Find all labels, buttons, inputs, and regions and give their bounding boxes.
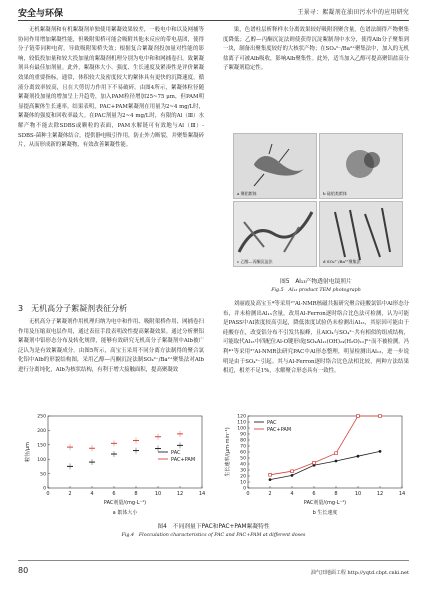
y-tick-label: 50: [240, 456, 246, 462]
body-paragraph: 无机高分子絮凝剂作用机理归纳为电中和作用、吸附架桥作用、网捕卷扫作用及压缩双电层作用，通过表征手段表明改性提高絮凝效果。通过分析聚铝絮凝剂中铝形态分布及转化规律，能够有效研究无机高分子絮凝剂中Alb被广泛认为是有效絮凝成分。由图5所示，高宝玉采用不同分离方法制得的聚合氯化铝中Alb的形貌结构图，采用乙醇—丙酮沉淀法制SO₄²⁻/Ba²⁺聚集法对Alb进行分离纯化，Alb为核状结构，有利于增大接触面积，提高聚凝效: [18, 319, 204, 373]
figure4-caption-en: Fig.4 Flocculation characteristics of PAC and PAC+PAM at different doses: [121, 533, 306, 538]
data-point: [291, 470, 294, 473]
y-tick-label: 0: [43, 486, 46, 492]
journal-info: 油气田地面工程 http://yqtd.cbpt.cnki.net: [310, 570, 409, 576]
tem-texture: [320, 134, 402, 198]
y-tick-label: 0: [243, 486, 246, 492]
y-tick-label: 30: [240, 468, 246, 474]
section3-body: [18, 318, 204, 376]
x-tick-label: 4: [290, 491, 294, 497]
body-paragraph: 果，色谱柱层析释样水分离效果较好吸附剂聚含量，色谱法制得产物聚集度降低；乙醇—丙酮沉淀法则使获得沉淀絮制剂中水分，使得Alb分子聚集到一块，制备出聚集度较好的大核状产物；在SO₄²⁻/Ba²⁺聚集法中，加入的无机盐离子可被Alb吸收，影响Alb聚集性。此外，适当加入乙醇可提高聚铝盐高分子絮凝剂稳定性。: [223, 27, 409, 72]
y-tick-label: 100: [237, 426, 246, 432]
y-tick-label: 110: [237, 420, 246, 426]
x-tick-label: 2: [68, 491, 72, 497]
section-heading: 3 无机高分子絮凝剂表征分析: [18, 304, 128, 313]
photo-caption: d SO₄²⁻/Ba²⁺聚集法: [323, 259, 361, 264]
legend-label: PAC+PAM: [171, 456, 196, 463]
legend-label: PAC: [267, 419, 277, 426]
y-tick-label: 50: [40, 472, 46, 478]
tem-texture: [234, 202, 316, 266]
y-axis-label: 粒径/μm: [25, 442, 31, 462]
figure5-caption-en: Fig.5 Al₁₃ product TEM photograph: [271, 288, 361, 293]
chart-a-svg: [22, 410, 210, 518]
data-point: [357, 415, 360, 418]
data-point: [379, 415, 382, 418]
y-axis-label: 生长速率/(μm·min⁻¹): [225, 427, 231, 477]
photo-caption: a 聚铝絮体: [237, 191, 257, 196]
footer-divider: [18, 560, 409, 561]
photo-caption: c 乙醇—丙酮沉淀法: [237, 259, 273, 264]
body-paragraph: 刘丽霞及高宝玉*等采用²⁷Al-NMR核磁共振研究聚合硅酸氯铝中Al形态分布，并未检测出Al₁₃含量，改用Al-Ferron逐时络合比色法可检测，认为可能是PASS中Al浓度较高引起，降低浓度试验仍未检测出Al₁₃，其原因可能由于硅酸存在，改变铝分布不引发共振峰，且AlO₄与SO₄²⁻共有相似的组成结构，可能取代Al₁₃中四配位Al-O键形成[SO₄Al₁₂(OH)₂₄(H₂O)₁₂]⁶⁺而不被检测。冯利*¹等采用²⁷Al-NMR法研究PAC中Al形态整理，明显检测出Al₁₃，进一步说明是由于SO₄²⁻引起。其与Al-Ferron逐时络合比色法相比较，两种方法结果相近，相差不足1%，水解聚合形态具有一致性。: [223, 301, 409, 375]
data-point: [335, 452, 338, 455]
x-tick-label: 14: [198, 491, 206, 497]
x-tick-label: 8: [334, 491, 338, 497]
x-tick-label: 10: [154, 491, 162, 497]
left-column: [18, 26, 204, 151]
x-axis-label: PAC剂量/(mg·L⁻¹): [103, 500, 147, 506]
tem-photo-d: [319, 201, 403, 267]
running-title: 王景寻：絮凝剂在油田污水中的应用研究: [297, 9, 409, 16]
x-tick-label: 12: [176, 491, 184, 497]
y-tick-label: 150: [37, 443, 46, 449]
data-point: [291, 474, 294, 477]
legend-label: PAC+PAM: [267, 426, 292, 433]
figure5-caption: 图5 Al₁₃产物透射电镜照片: [280, 279, 352, 285]
figure4-caption: 图4 不同剂量下PAC和PAC+PAM絮凝特性: [157, 524, 270, 530]
y-tick-label: 10: [240, 480, 246, 486]
x-tick-label: 4: [90, 491, 94, 497]
x-axis-label: PAC剂量/(mg·L⁻¹): [303, 500, 347, 506]
chart-b: [222, 410, 410, 518]
chart-b-svg: [222, 410, 410, 518]
y-tick-label: 90: [240, 432, 246, 438]
series-line: [270, 451, 380, 479]
tem-texture: [320, 202, 402, 266]
legend-label: PAC: [171, 449, 181, 456]
chart-subtitle: a 絮体大小: [112, 510, 138, 516]
x-tick-label: 8: [134, 491, 138, 497]
tem-photo-a: [233, 133, 317, 199]
x-tick-label: 6: [312, 491, 316, 497]
tem-photo-c: [233, 201, 317, 267]
data-point: [313, 461, 316, 464]
right-column-lower: [223, 300, 409, 377]
y-tick-label: 100: [37, 457, 46, 463]
y-tick-label: 60: [240, 450, 246, 456]
series-line: [270, 416, 380, 475]
x-tick-label: 2: [268, 491, 272, 497]
tem-photo-b: [319, 133, 403, 199]
y-tick-label: 40: [240, 462, 246, 468]
data-point: [269, 473, 272, 476]
right-column-top: [223, 26, 409, 74]
x-tick-label: 0: [246, 491, 250, 497]
tem-texture: [234, 134, 316, 198]
y-tick-label: 80: [240, 438, 246, 444]
data-point: [335, 460, 338, 463]
x-tick-label: 10: [354, 491, 362, 497]
y-tick-label: 120: [237, 414, 246, 420]
data-point: [379, 450, 382, 453]
chart-a: [22, 410, 210, 518]
data-point: [269, 478, 272, 481]
journal-section: 安全与环保: [18, 9, 64, 19]
data-point: [357, 455, 360, 458]
x-tick-label: 12: [376, 491, 384, 497]
y-tick-label: 20: [240, 474, 246, 480]
figure5-photos: [233, 133, 401, 271]
chart-subtitle: b 生长速度: [312, 510, 338, 516]
page-number: 80: [18, 566, 29, 575]
x-tick-label: 6: [112, 491, 116, 497]
photo-caption: b 硅铝类絮体: [323, 191, 347, 196]
header-divider: [18, 20, 409, 21]
y-tick-label: 250: [37, 414, 46, 420]
y-tick-label: 200: [37, 429, 46, 435]
body-paragraph: 无机絮凝剂和有机絮凝剂单独使用絮凝效果较差，一般电中和以及网捕等协同作用增加絮凝性能，但吸附架桥可能会吸附其他未反应的带电基团，使得分子链带同种电荷，导致吸附架桥失效；根据复合絮凝剂投加量对性能的影响，较低投加量和较大投加量的絮凝剂机理分别为电中和和网捕卷扫，致絮凝剂具有最佳加剂量。此外，絮凝体大小、强度、生长速度及紧凑性是评价絮凝效果的重要指标，通常，体积较大及密度较大的絮体具有更快的沉降速度，循液分离效率较高，且在大剪切力作用下不易破碎。由图4所示，絮凝体粒径随絮凝剂投加量的增加呈上升趋势，加入PAM粒径增加25~75 μm，但PAM明显提高絮体生长速率。结果表明，PAC+PAM絮凝剂在用量为2~4 mg/L时，絮凝体的强度和回收率最大。在PAC剂量为2~4 mg/L时，有限的Al（Ⅲ）水解产物不能去除SDBS或颗粒的表面，PAM水解链可有效地与Al（Ⅲ）-SDBS-菌种主絮凝体结合，提供静电吸引作用，防止外力断裂，并聚集絮凝碎片，从而形成新的絮凝物，有效改善絮凝性能。: [18, 27, 204, 149]
y-tick-label: 70: [240, 444, 246, 450]
x-tick-label: 0: [46, 491, 50, 497]
x-tick-label: 14: [398, 491, 406, 497]
